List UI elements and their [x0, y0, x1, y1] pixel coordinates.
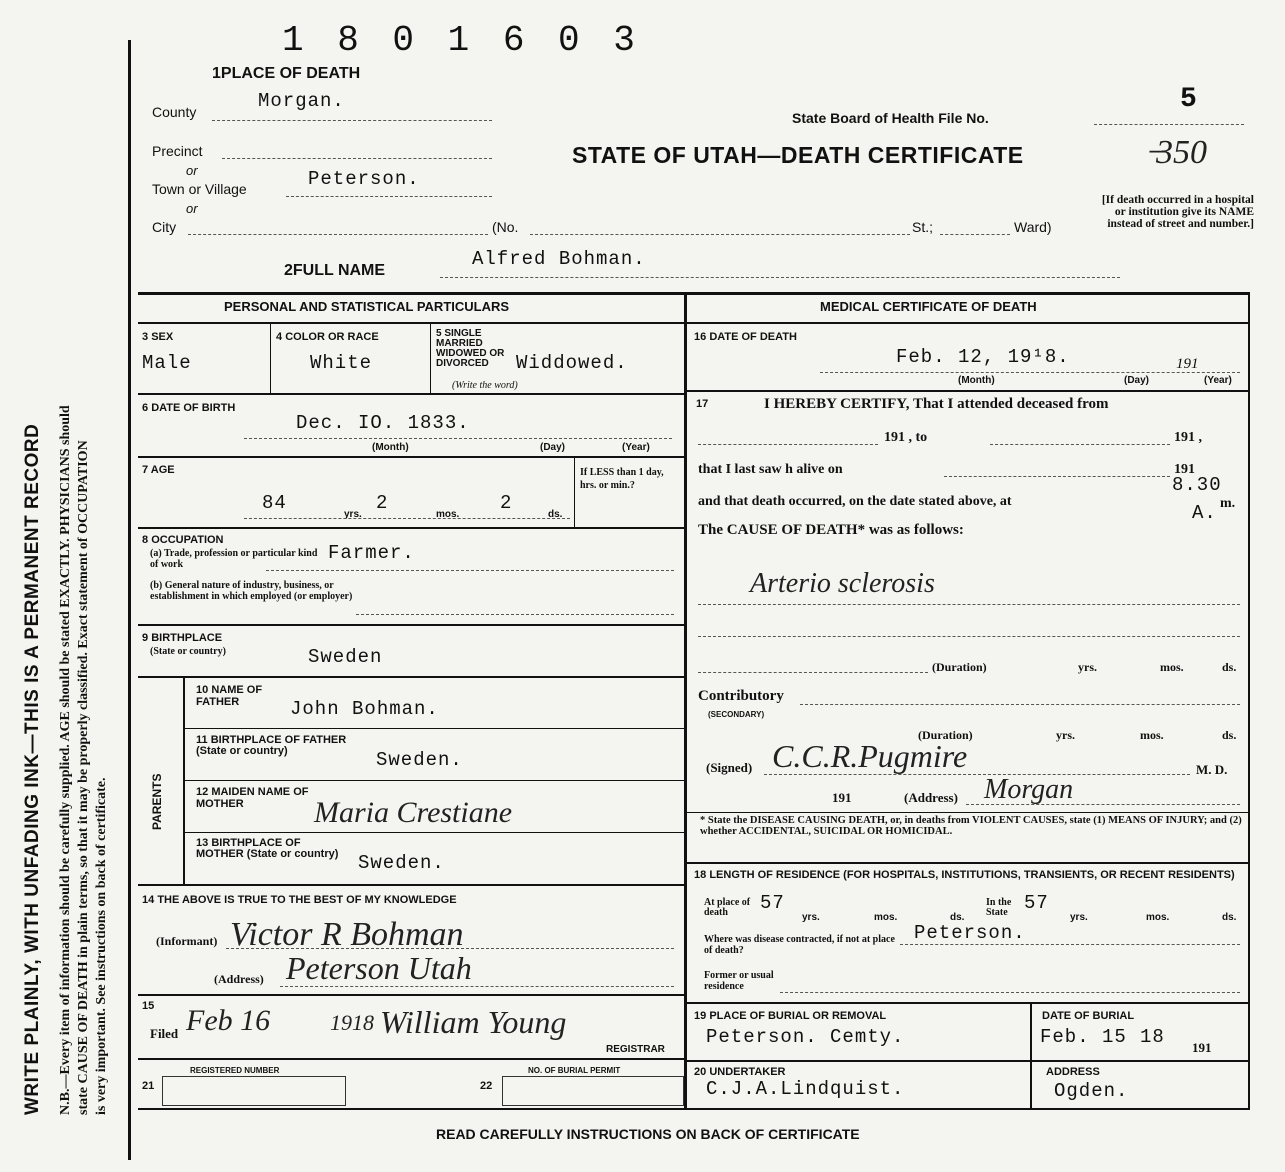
county-line [212, 120, 492, 121]
mother-birthplace-label: 13 BIRTHPLACE OF MOTHER (State or country) [196, 837, 339, 860]
town-value: Peterson. [308, 168, 420, 190]
town-line [286, 196, 492, 197]
occupation-line [266, 570, 674, 571]
in-state-yrs: yrs. [1070, 912, 1088, 923]
age-months: 2 [376, 492, 389, 514]
color-value: White [310, 352, 373, 374]
undertaker-address-label: ADDRESS [1046, 1066, 1100, 1078]
precinct-label: Precinct [152, 143, 203, 159]
left-section-title: PERSONAL AND STATISTICAL PARTICULARS [224, 299, 510, 314]
file-no-handwritten: ̶350 [1156, 134, 1207, 171]
signed-label: (Signed) [706, 760, 753, 775]
row-rule [185, 832, 686, 833]
right-section-title: MEDICAL CERTIFICATE OF DEATH [820, 299, 1037, 314]
color-label: 4 COLOR OR RACE [276, 331, 379, 343]
occupation-b-label: (b) General nature of industry, business, or establishment in which employed (or employer) [150, 580, 353, 602]
age-line [244, 518, 570, 519]
place-of-death-heading: 1PLACE OF DEATH [212, 65, 361, 82]
dob-value: Dec. IO. 1833. [296, 412, 470, 434]
center-divider [684, 292, 687, 1110]
dur-yrs-2: yrs. [1056, 728, 1075, 742]
row-rule [686, 390, 1250, 392]
filed-num: 15 [142, 1000, 155, 1012]
sex-value: Male [142, 352, 192, 374]
father-birthplace-label: 11 BIRTHPLACE OF FATHER (State or country) [196, 734, 347, 757]
attended-191-to: 191 , to [884, 430, 928, 445]
at-place-ds: ds. [950, 912, 965, 923]
at-place-label: At place of death [704, 897, 751, 918]
dob-label: 6 DATE OF BIRTH [142, 402, 236, 414]
at-place-yrs: yrs. [802, 912, 820, 923]
marital-write: (Write the word) [452, 380, 518, 391]
physician-address-label: (Address) [904, 790, 958, 805]
certify-num: 17 [696, 398, 709, 410]
side-note-line-1: N.B.—Every item of information should be carefully supplied. AGE should be stated EXACTLY. PHYSICIANS should [58, 405, 73, 1115]
full-name-value: Alfred Bohman. [472, 248, 646, 270]
row-rule [185, 728, 686, 729]
date-of-death-label: 16 DATE OF DEATH [694, 331, 797, 343]
registered-number-label: REGISTERED NUMBER [190, 1066, 280, 1075]
true-statement: 14 THE ABOVE IS TRUE TO THE BEST OF MY KNOWLEDGE [142, 894, 457, 906]
less-than-note: If LESS than 1 day, hrs. or min.? [580, 467, 664, 491]
certificate-title: STATE OF UTAH—DEATH CERTIFICATE [572, 142, 1024, 168]
dob-year-label: (Year) [622, 442, 650, 453]
certificate-number: 1 8 0 1 6 0 3 [282, 20, 641, 61]
age-yrs-label: yrs. [344, 509, 362, 520]
row-rule [686, 1060, 1250, 1062]
former-residence-label: Former or usual residence [704, 970, 774, 992]
burial-place-value: Peterson. Cemty. [706, 1026, 905, 1048]
city-label: City [152, 219, 177, 235]
duration-label-2: (Duration) [918, 728, 973, 742]
dod-year-label: (Year) [1204, 375, 1232, 386]
last-saw-text: that I last saw h alive on [698, 462, 843, 477]
ward-label: Ward) [1014, 219, 1052, 235]
former-residence-line [780, 992, 1240, 993]
undertaker-label: 20 UNDERTAKER [694, 1066, 786, 1078]
mother-label: 12 MAIDEN NAME OF MOTHER [196, 786, 309, 810]
marital-options: 5 SINGLE MARRIED WIDOWED OR DIVORCED [436, 328, 505, 369]
signed-line [764, 774, 1190, 775]
cause-label: The CAUSE OF DEATH* was as follows: [698, 522, 964, 538]
filed-year: 1918 [330, 1010, 374, 1035]
precinct-line [222, 158, 492, 159]
ward-line [940, 234, 1010, 235]
physician-address: Morgan [984, 774, 1074, 805]
table-bottom-rule [138, 1108, 1250, 1110]
row-rule [138, 393, 686, 395]
father-birthplace-value: Sweden. [376, 749, 463, 771]
side-note-line-2: state CAUSE OF DEATH in plain terms, so that it may be properly classified. Exact statement of OCCUPATION [76, 440, 91, 1115]
burial-permit-box [502, 1076, 684, 1106]
row-rule [138, 884, 686, 886]
county-value: Morgan. [258, 90, 345, 112]
informant-address-value: Peterson Utah [286, 950, 472, 986]
cause-footnote: * State the DISEASE CAUSING DEATH, or, in deaths from VIOLENT CAUSES, state (1) MEANS OF INJURY; and (2) whether ACCIDENTAL, SUICIDAL OR HOMICIDAL. [700, 815, 1242, 837]
sex-label: 3 SEX [142, 331, 174, 343]
undertaker-address-value: Ogden. [1054, 1080, 1129, 1102]
table-top-rule [138, 292, 1250, 295]
row-rule [138, 676, 686, 678]
cause-line-2 [698, 636, 1240, 637]
cell-divider [270, 324, 271, 394]
in-state-mos: mos. [1146, 912, 1170, 923]
duration-label-1: (Duration) [932, 660, 987, 674]
residence-label: 18 LENGTH OF RESIDENCE (FOR HOSPITALS, INSTITUTIONS, TRANSIENTS, OR RECENT RESIDENTS) [694, 869, 1235, 881]
informant-label: (Informant) [156, 934, 218, 948]
signed-191: 191 [832, 790, 852, 805]
dod-day-label: (Day) [1124, 375, 1150, 386]
cell-divider [430, 324, 431, 394]
marital-value: Widdowed. [516, 352, 628, 374]
row-rule [185, 780, 686, 781]
dur-yrs-1: yrs. [1078, 660, 1097, 674]
right-border [1248, 292, 1250, 1110]
occupation-value: Farmer. [328, 542, 415, 564]
certify-text: I HEREBY CERTIFY, That I attended deceased from [764, 396, 1109, 412]
industry-line [356, 614, 674, 615]
town-label: Town or Village [152, 181, 247, 197]
street-label: St.; [912, 219, 934, 235]
age-mos-label: mos. [436, 509, 460, 520]
in-state-label: In the State [986, 897, 1012, 918]
full-name-label: 2FULL NAME [284, 262, 386, 279]
in-state-value: 57 [1024, 892, 1049, 914]
am-pm: A. [1192, 502, 1217, 524]
street-line [530, 234, 910, 235]
in-state-ds: ds. [1222, 912, 1237, 923]
burial-permit-num: 22 [480, 1080, 493, 1092]
file-no-value: 5 [1180, 84, 1198, 115]
registrar-label: REGISTRAR [606, 1044, 665, 1055]
father-label: 10 NAME OF FATHER [196, 684, 263, 708]
age-years: 84 [262, 492, 287, 514]
side-instruction-main: WRITE PLAINLY, WITH UNFADING INK—THIS IS A PERMANENT RECORD [22, 423, 43, 1115]
secondary-label: (SECONDARY) [708, 710, 765, 719]
city-line [188, 234, 488, 235]
margin-rule [128, 40, 131, 1160]
file-no-line [1094, 124, 1244, 125]
row-rule [686, 862, 1250, 864]
registered-number-num: 21 [142, 1080, 155, 1092]
burial-date-label: DATE OF BURIAL [1042, 1010, 1135, 1022]
dur-mos-1: mos. [1160, 660, 1184, 674]
last-saw-191: 191 [1174, 462, 1195, 477]
mother-value: Maria Crestiane [314, 796, 513, 829]
row-rule [686, 812, 1250, 813]
county-label: County [152, 104, 197, 120]
row-rule [138, 456, 686, 458]
dod-line [820, 372, 1240, 373]
burial-date-year: 18 [1140, 1026, 1165, 1048]
attended-191-end: 191 , [1174, 430, 1202, 445]
contracted-label: Where was disease contracted, if not at place of death? [704, 934, 895, 956]
cause-line-1 [698, 604, 1240, 605]
contributory-line [800, 704, 1240, 705]
dur-ds-1: ds. [1222, 660, 1237, 674]
occupation-label: 8 OCCUPATION [142, 534, 224, 546]
filed-date: Feb 16 [186, 1004, 271, 1037]
birthplace-value: Sweden [308, 646, 383, 668]
age-days: 2 [500, 492, 513, 514]
contracted-line [900, 944, 1240, 945]
at-place-mos: mos. [874, 912, 898, 923]
side-note-line-3: is very important. See instructions on back of certificate. [94, 777, 109, 1115]
registered-number-box [162, 1076, 346, 1106]
or-1: or [186, 163, 198, 178]
cell-divider [574, 458, 575, 528]
filed-label: Filed [150, 1026, 179, 1041]
burial-permit-label: NO. OF BURIAL PERMIT [528, 1066, 621, 1075]
burial-date-value: Feb. 15 [1040, 1026, 1127, 1048]
physician-signature: C.C.R.Pugmire [772, 738, 968, 774]
attended-from-line [698, 444, 878, 445]
burial-divider [1030, 1004, 1032, 1108]
informant-address-line [280, 986, 674, 987]
dob-month-label: (Month) [372, 442, 409, 453]
informant-signature: Victor R Bohman [230, 916, 464, 953]
time-of-death: 8.30 [1172, 474, 1222, 496]
father-value: John Bohman. [290, 698, 439, 720]
md-label: M. D. [1196, 762, 1228, 777]
dur-mos-2: mos. [1140, 728, 1164, 742]
last-saw-line [944, 476, 1170, 477]
section-title-rule [138, 322, 1250, 324]
dur-ds-2: ds. [1222, 728, 1237, 742]
occupation-a-label: (a) Trade, profession or particular kind of work [150, 548, 318, 570]
file-no-label: State Board of Health File No. [792, 110, 989, 126]
burial-place-label: 19 PLACE OF BURIAL OR REMOVAL [694, 1010, 887, 1022]
row-rule [138, 624, 686, 626]
informant-address-label: (Address) [214, 972, 264, 986]
birthplace-sub: (State or country) [150, 646, 226, 657]
dod-month-label: (Month) [958, 375, 995, 386]
at-place-value: 57 [760, 892, 785, 914]
cause-duration-line [698, 672, 928, 673]
age-label: 7 AGE [142, 464, 175, 476]
row-rule [686, 1002, 1250, 1004]
dob-line [244, 438, 672, 439]
registrar-signature: William Young [380, 1004, 567, 1040]
or-2: or [186, 201, 198, 216]
parents-label: PARENTS [150, 773, 164, 830]
age-ds-label: ds. [548, 509, 563, 520]
dod-191: 191 [1176, 356, 1199, 372]
undertaker-value: C.J.A.Lindquist. [706, 1078, 905, 1100]
attended-to-line [990, 444, 1170, 445]
cause-of-death: Arterio sclerosis [750, 568, 935, 599]
contracted-value: Peterson. [914, 922, 1026, 944]
row-rule [138, 1058, 686, 1060]
burial-191: 191 [1192, 1040, 1212, 1055]
informant-line [226, 948, 674, 949]
hospital-note: [If death occurred in a hospital or institution give its NAME instead of street and number.] [1101, 194, 1254, 230]
birthplace-label: 9 BIRTHPLACE [142, 632, 223, 644]
no-label: (No. [492, 219, 519, 235]
dob-day-label: (Day) [540, 442, 566, 453]
footer-instructions: READ CAREFULLY INSTRUCTIONS ON BACK OF CERTIFICATE [436, 1126, 860, 1142]
row-rule [138, 994, 686, 996]
date-of-death-value: Feb. 12, 19¹8. [896, 346, 1070, 368]
contributory-label: Contributory [698, 688, 784, 704]
full-name-line [440, 277, 1120, 278]
parents-divider [183, 678, 185, 884]
mother-birthplace-value: Sweden. [358, 852, 445, 874]
death-occurred-text: and that death occurred, on the date stated above, at [698, 494, 1012, 509]
physician-address-line [966, 804, 1240, 805]
m-label: m. [1220, 496, 1236, 511]
row-rule [138, 527, 686, 529]
